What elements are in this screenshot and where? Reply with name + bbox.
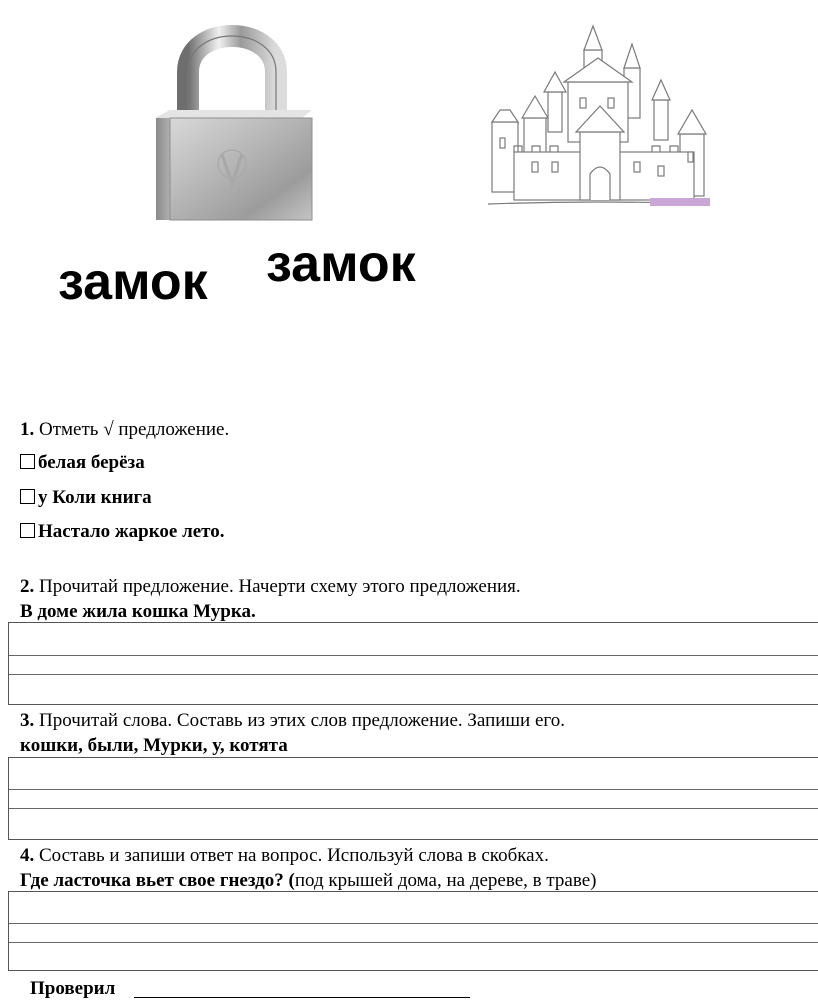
- task3-words: кошки, были, Мурки, у, котята: [20, 735, 288, 756]
- option-label: у Коли книга: [38, 487, 152, 508]
- signature-line[interactable]: [134, 997, 470, 998]
- answer-line: [9, 942, 818, 943]
- answer-line: [9, 808, 818, 809]
- word-full: замок: [266, 235, 416, 293]
- option-label: белая берёза: [38, 452, 145, 473]
- task1-option-3[interactable]: [20, 521, 225, 543]
- task3-answer-area[interactable]: [8, 757, 818, 840]
- task4-hint: под крышей дома, на дереве, в траве): [294, 870, 597, 891]
- option-label: Настало жаркое лето.: [38, 521, 225, 542]
- answer-line: [9, 674, 818, 675]
- padlock-icon: [152, 14, 312, 220]
- word-partial-wrap: [58, 253, 208, 314]
- checked-label: Проверил: [30, 978, 116, 999]
- task3-number: 3.: [20, 710, 35, 731]
- task4-question-line: [20, 870, 596, 892]
- answer-line: [9, 789, 818, 790]
- task1-number: 1.: [20, 419, 35, 440]
- task4-heading: [20, 845, 549, 867]
- checkbox-icon[interactable]: [20, 489, 35, 504]
- checkbox-icon[interactable]: [20, 523, 35, 538]
- task1-heading: [20, 419, 229, 441]
- watermark: [650, 198, 710, 206]
- task3-instruction: Прочитай слова. Составь из этих слов предложение. Запиши его.: [39, 710, 565, 731]
- word-partial: замок: [58, 253, 208, 311]
- checkbox-icon[interactable]: [20, 454, 35, 469]
- task2-heading: [20, 576, 521, 598]
- castle-icon: [484, 22, 714, 212]
- task4-answer-area[interactable]: [8, 891, 818, 971]
- task2-instruction: Прочитай предложение. Начерти схему этого предложения.: [39, 576, 521, 597]
- task1-instruction: Отметь √ предложение.: [39, 419, 230, 440]
- answer-line: [9, 655, 818, 656]
- task1-option-1[interactable]: [20, 452, 145, 474]
- answer-line: [9, 923, 818, 924]
- task3-heading: [20, 710, 565, 732]
- task2-number: 2.: [20, 576, 35, 597]
- task4-question: Где ласточка вьет свое гнездо? (: [20, 870, 295, 891]
- task2-answer-area[interactable]: [8, 622, 818, 705]
- task1-option-2[interactable]: [20, 487, 152, 509]
- task2-sentence: В доме жила кошка Мурка.: [20, 601, 256, 622]
- task4-number: 4.: [20, 845, 35, 866]
- task4-instruction: Составь и запиши ответ на вопрос. Используй слова в скобках.: [39, 845, 549, 866]
